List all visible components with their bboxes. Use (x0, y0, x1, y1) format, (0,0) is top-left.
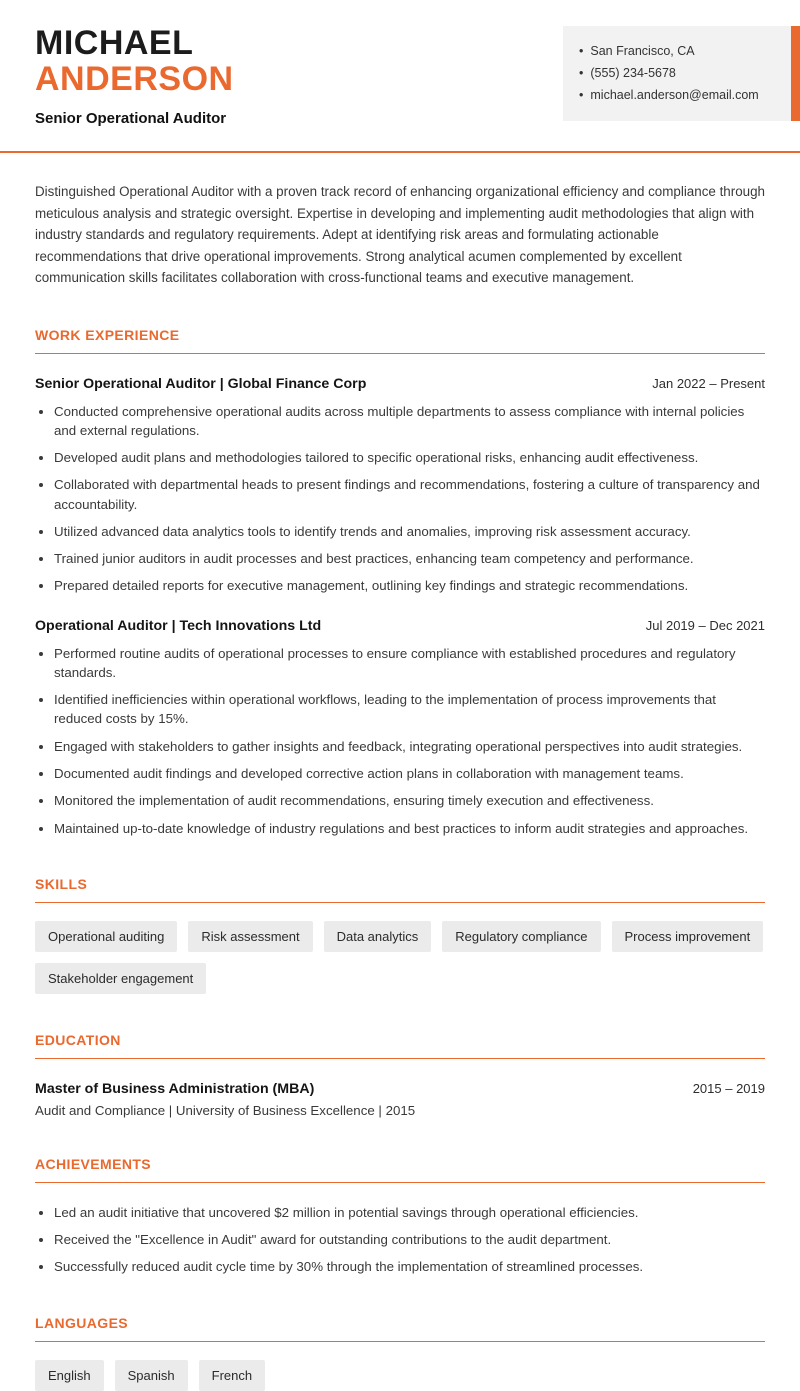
section-education (35, 1032, 765, 1118)
resume-header (0, 0, 800, 127)
job-entry (35, 618, 765, 838)
achievement-item: • Received the "Excellence in Audit" award for outstanding contributions to the audit department. (54, 1230, 765, 1249)
job-bullet-list (35, 644, 765, 838)
language-chip: English (35, 1360, 104, 1391)
languages-chip-list (35, 1360, 765, 1391)
skill-chip: Process improvement (612, 921, 764, 952)
bullet-item: • Monitored the implementation of audit recommendations, ensuring timely execution and effectiveness. (54, 791, 765, 810)
candidate-job-title: Senior Operational Auditor (35, 110, 227, 128)
job-dates: Jul 2019 – Dec 2021 (645, 617, 765, 633)
skills-heading: SKILLS (35, 876, 765, 903)
bullet-item: • Performed routine audits of operational processes to ensure compliance with established procedures and regulatory standards. (54, 644, 765, 683)
skill-chip: Stakeholder engagement (35, 963, 206, 994)
achievements-list (35, 1203, 765, 1277)
contact-location: • San Francisco, CA (579, 43, 777, 60)
section-work-experience (35, 327, 765, 838)
contact-box (563, 26, 800, 121)
job-bullet-list (35, 402, 765, 596)
bullet-item: • Developed audit plans and methodologies tailored to specific operational risks, enhancing audit effectiveness. (54, 448, 765, 467)
summary-paragraph: Distinguished Operational Auditor with a proven track record of enhancing organizational efficiency and compliance through meticulous analysis and strategic oversight. Expertise in developing and implementing audit methodologies that align with industry standards and regulatory requirements. Adept at identifying risk areas and formulating actionable recommendations that drive operational improvements. Strong analytical acumen complemented by excellent communication skills facilitates collaboration with cross-functional teams and executive management. (35, 184, 765, 286)
education-degree: Master of Business Administration (MBA) (35, 1080, 315, 1097)
skill-chip: Regulatory compliance (442, 921, 600, 952)
skill-chip: Operational auditing (35, 921, 177, 952)
bullet-item: • Identified inefficiencies within operational workflows, leading to the implementation of process improvements that reduced costs by 15%. (54, 690, 765, 729)
achievement-item: • Led an audit initiative that uncovered $2 million in potential savings through operational efficiencies. (54, 1203, 765, 1222)
work-experience-heading: WORK EXPERIENCE (35, 327, 765, 354)
skill-chip: Data analytics (324, 921, 432, 952)
job-entry (35, 376, 765, 596)
skill-chip: Risk assessment (188, 921, 312, 952)
language-chip: Spanish (115, 1360, 188, 1391)
bullet-item: • Documented audit findings and developed corrective action plans in collaboration with management teams. (54, 764, 765, 783)
job-header (35, 376, 765, 392)
education-heading: EDUCATION (35, 1032, 765, 1059)
achievement-item: • Successfully reduced audit cycle time by 30% through the implementation of streamlined processes. (54, 1257, 765, 1276)
bullet-item: • Maintained up-to-date knowledge of industry regulations and best practices to inform audit strategies and approaches. (54, 819, 765, 838)
section-achievements (35, 1156, 765, 1277)
last-name: ANDERSON (35, 59, 234, 98)
header-divider (0, 151, 800, 153)
job-title-company: Senior Operational Auditor | Global Finance Corp (35, 375, 367, 392)
job-title-company: Operational Auditor | Tech Innovations Ltd (35, 617, 322, 634)
section-languages (35, 1315, 765, 1391)
job-header (35, 618, 765, 634)
section-skills (35, 876, 765, 994)
job-dates: Jan 2022 – Present (652, 375, 765, 391)
languages-heading: LANGUAGES (35, 1315, 765, 1342)
education-entry-header (35, 1081, 765, 1097)
skills-chip-list (35, 921, 765, 994)
bullet-item: • Utilized advanced data analytics tools to identify trends and anomalies, improving risk assessment accuracy. (54, 522, 765, 541)
bullet-item: • Prepared detailed reports for executive management, outlining key findings and strategic recommendations. (54, 576, 765, 595)
contact-email: • michael.anderson@email.com (579, 87, 777, 104)
resume-body (0, 181, 800, 1390)
first-name: MICHAEL (35, 24, 194, 62)
bullet-item: • Engaged with stakeholders to gather insights and feedback, integrating operational perspectives into audit strategies. (54, 737, 765, 756)
contact-phone: • (555) 234-5678 (579, 65, 777, 82)
bullet-item: • Collaborated with departmental heads to present findings and recommendations, fostering a culture of transparency and accountability. (54, 475, 765, 514)
bullet-item: • Conducted comprehensive operational audits across multiple departments to assess compliance with internal policies and external regulations. (54, 402, 765, 441)
bullet-item: • Trained junior auditors in audit processes and best practices, enhancing team competency and performance. (54, 549, 765, 568)
achievements-heading: ACHIEVEMENTS (35, 1156, 765, 1183)
language-chip: French (199, 1360, 265, 1391)
education-details: Audit and Compliance | University of Business Excellence | 2015 (35, 1102, 416, 1118)
education-dates: 2015 – 2019 (692, 1080, 765, 1096)
